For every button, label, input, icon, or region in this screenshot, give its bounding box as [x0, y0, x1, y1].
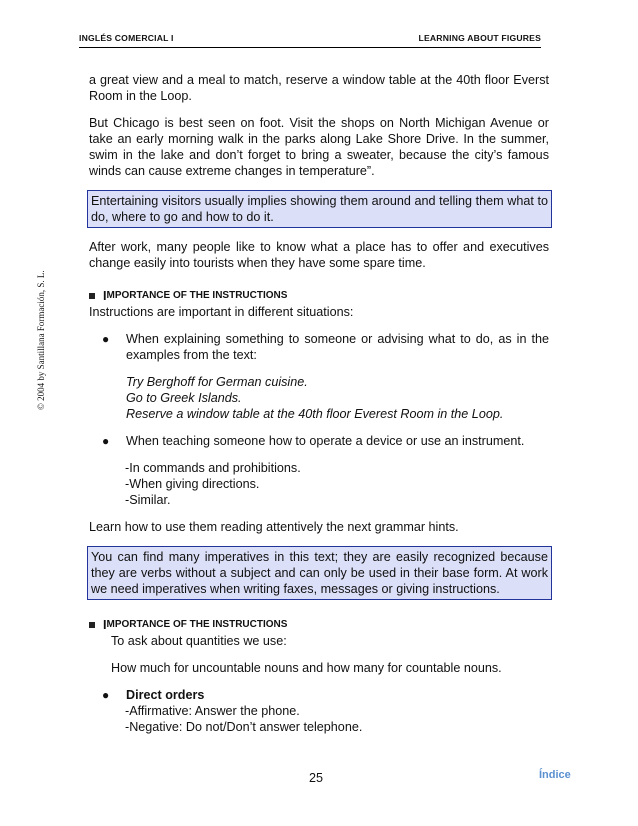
page-content [89, 72, 549, 735]
example-line: Go to Greek Islands. [126, 391, 242, 405]
heading-initial: I [103, 289, 107, 303]
bullet-dot-icon: ● [102, 688, 110, 702]
list-item [89, 331, 549, 363]
square-bullet-icon [89, 622, 95, 628]
page-number: 25 [309, 771, 324, 785]
example-line: Try Berghoff for German cuisine. [126, 375, 308, 389]
highlight-box-entertaining: Entertaining visitors usually implies showing them around and telling them what to do, where to go and how to do it. [87, 190, 552, 228]
highlight-box-imperatives: You can find many imperatives in this text; they are easily recognized because they are verbs without a subject and can only be used in their base form. At work we need imperatives when writing faxes, messages or giving instructions. [87, 546, 552, 600]
bullet-teaching: When teaching someone how to operate a device or use an instrument. [126, 434, 525, 448]
bullet-dot-icon: ● [102, 332, 110, 346]
header-right-title: LEARNING ABOUT FIGURES [418, 33, 541, 43]
heading-rest: MPORTANCE OF THE INSTRUCTIONS [106, 290, 288, 301]
affirmative-line: -Affirmative: Answer the phone. [125, 704, 300, 718]
header-divider [79, 47, 541, 48]
section-heading-instructions-2 [89, 617, 549, 633]
heading-rest: MPORTANCE OF THE INSTRUCTIONS [106, 619, 288, 630]
instructions-intro: Instructions are important in different situations: [89, 305, 354, 319]
direct-orders-title: Direct orders [126, 688, 205, 702]
much-many-line: How much for uncountable nouns and how many for countable nouns. [111, 661, 502, 675]
quantities-line: To ask about quantities we use: [111, 634, 287, 648]
usage-line: -Similar. [125, 493, 171, 507]
bullet-explaining: When explaining something to someone or advising what to do, as in the examples from the text: [126, 332, 549, 362]
list-item [89, 687, 549, 703]
square-bullet-icon [89, 293, 95, 299]
direct-orders-list [89, 703, 549, 735]
bullet-dot-icon: ● [102, 434, 110, 448]
page-header [79, 33, 541, 43]
heading-initial: I [103, 618, 107, 632]
usage-list [89, 460, 549, 508]
paragraph-chicago-foot: But Chicago is best seen on foot. Visit the shops on North Michigan Avenue or take an early morning walk in the parks along Lake Shore Drive. In the summer, swim in the lake and don’t forget to bring a sweater, because the city’s famous winds can cause extreme changes in temperature”. [89, 116, 549, 178]
example-line: Reserve a window table at the 40th floor Everest Room in the Loop. [126, 407, 504, 421]
usage-line: -When giving directions. [125, 477, 260, 491]
copyright-note: © 2004 by Santillana Formación, S. L. [36, 270, 46, 410]
grammar-hints-line: Learn how to use them reading attentively the next grammar hints. [89, 520, 459, 534]
paragraph-chicago-view: a great view and a meal to match, reserve a window table at the 40th floor Everst Room in the Loop. [89, 73, 549, 103]
index-link[interactable]: Índice [539, 769, 571, 781]
examples-list [89, 374, 549, 422]
header-left-title: INGLÉS COMERCIAL I [79, 33, 174, 43]
list-item [89, 433, 549, 449]
section-heading-instructions [89, 288, 549, 304]
negative-line: -Negative: Do not/Don’t answer telephone. [125, 720, 363, 734]
usage-line: -In commands and prohibitions. [125, 461, 301, 475]
paragraph-after-work: After work, many people like to know what a place has to offer and executives change easily into tourists when they have some spare time. [89, 240, 549, 270]
